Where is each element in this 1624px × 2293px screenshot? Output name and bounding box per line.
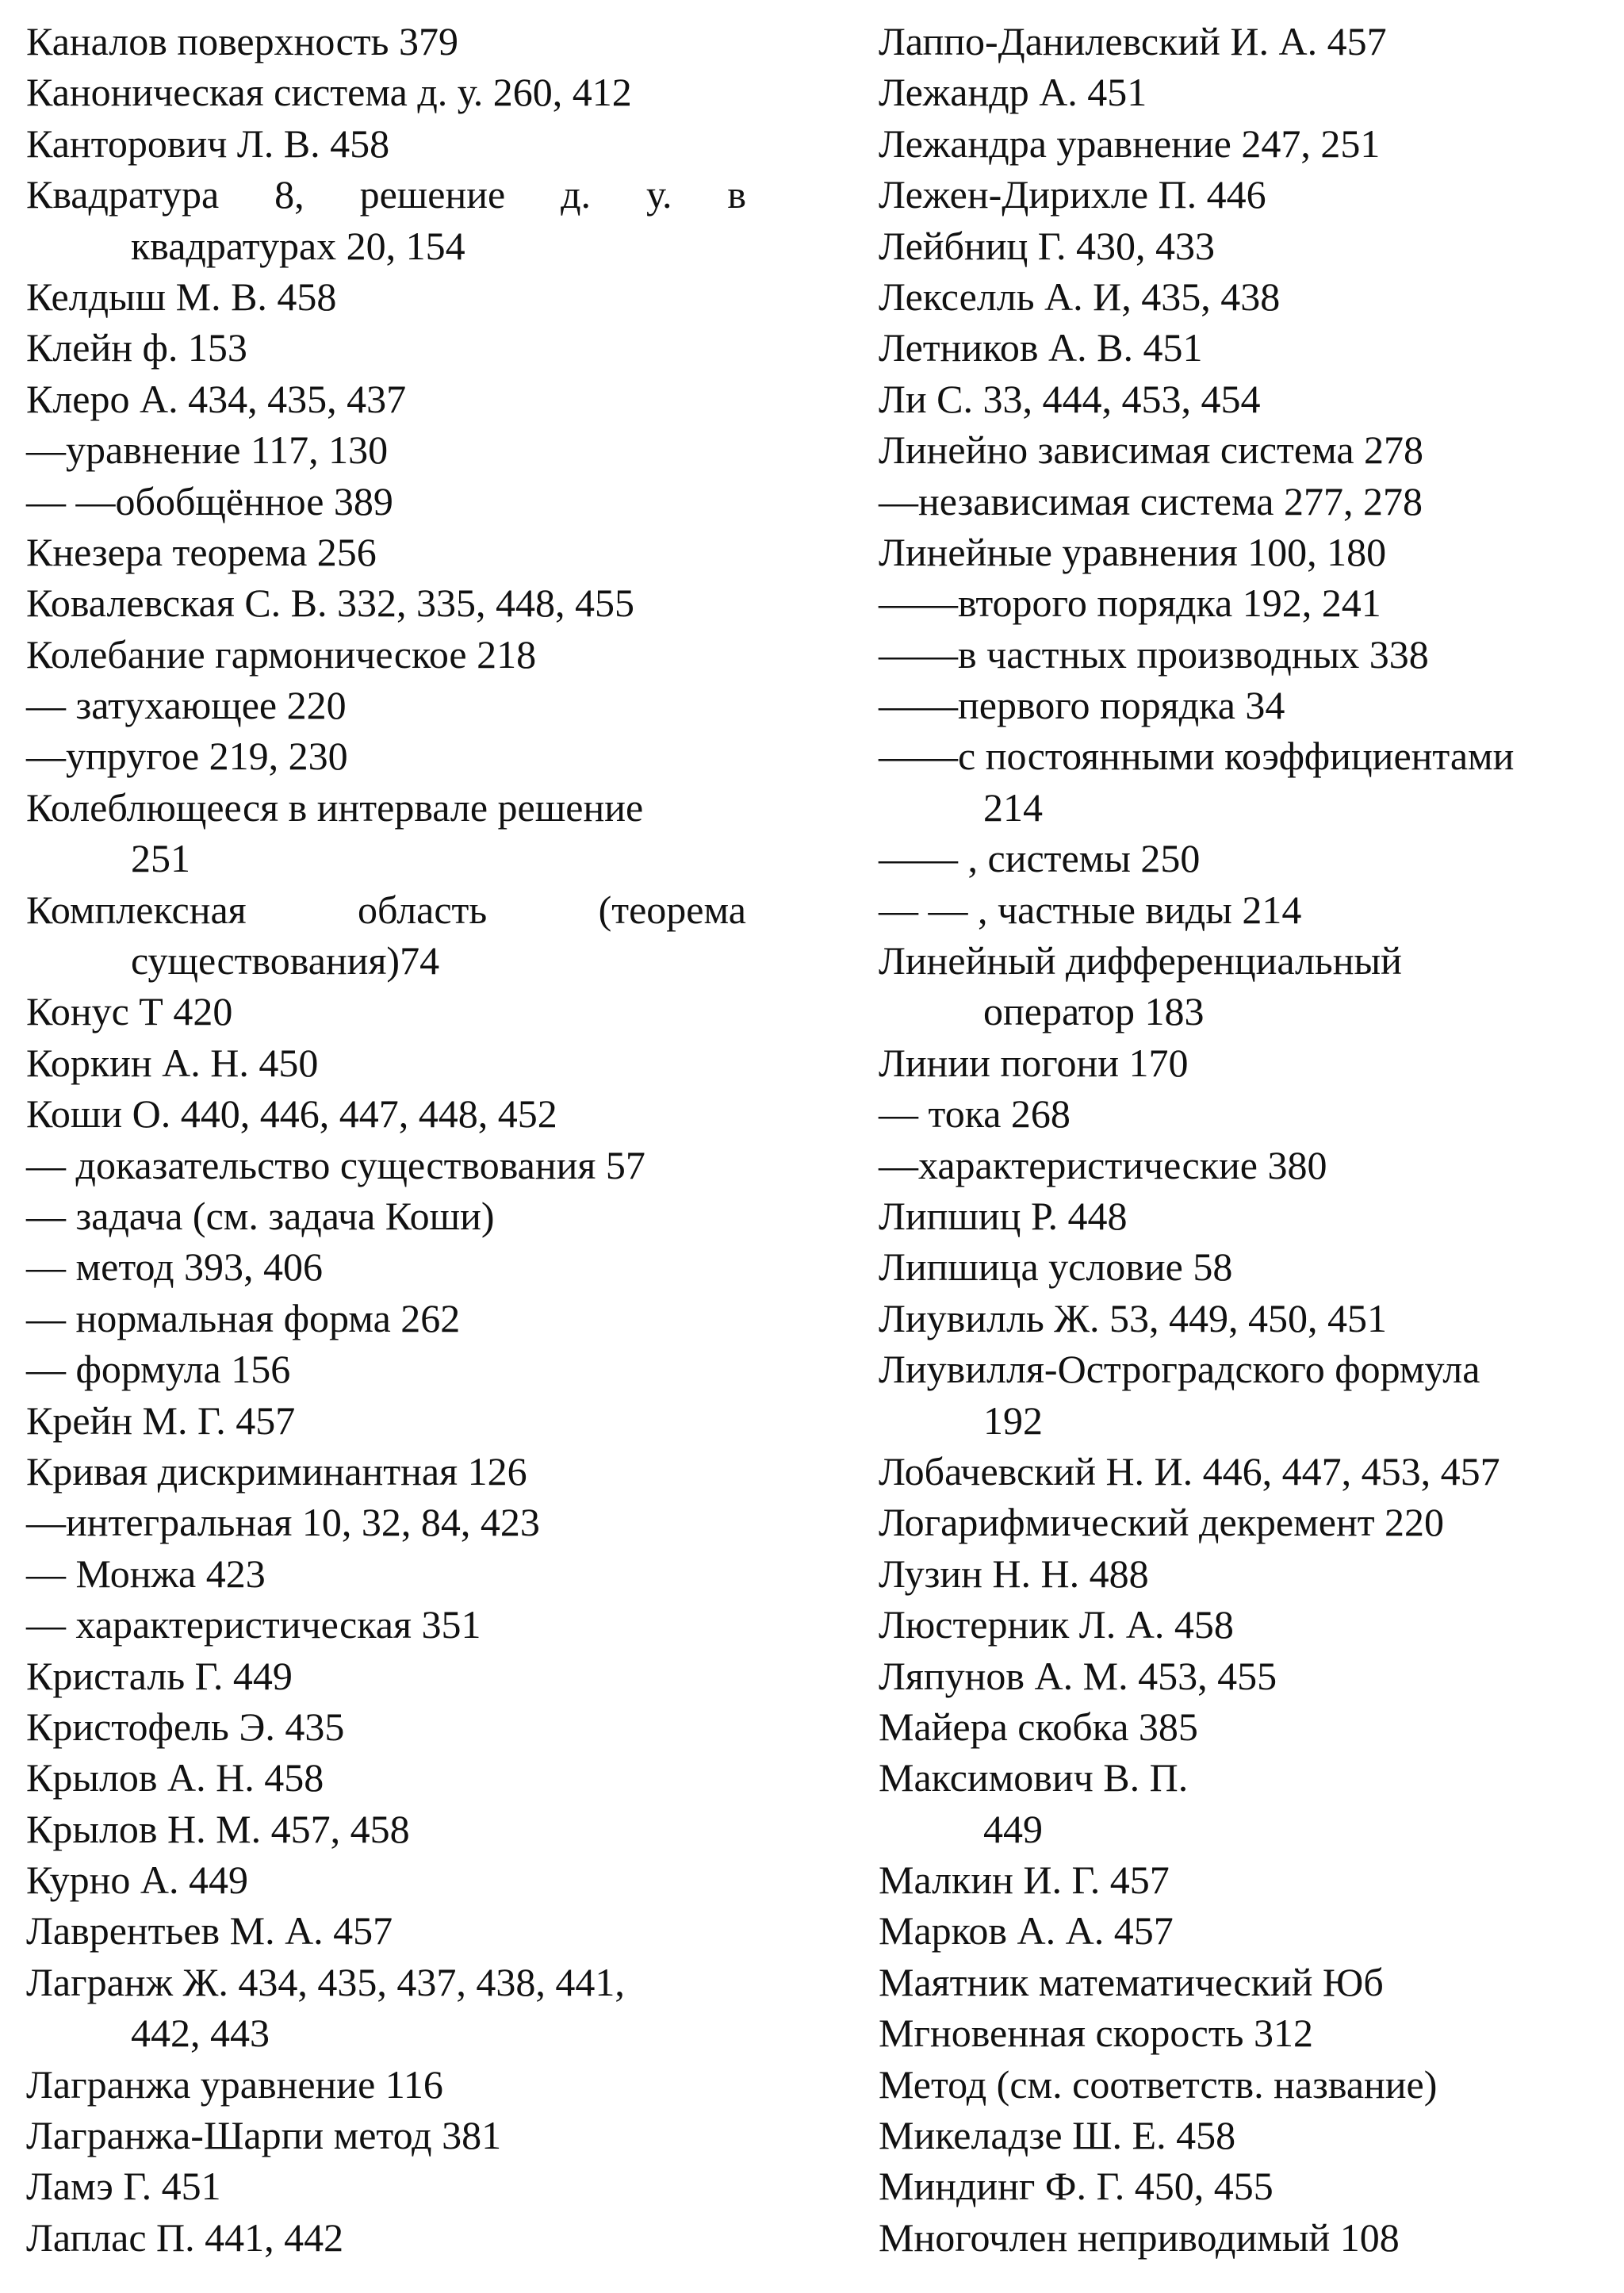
index-entry	[879, 1088, 1600, 1139]
index-entry	[26, 118, 746, 169]
index-entry	[879, 1344, 1600, 1446]
index-entry	[26, 577, 746, 628]
index-entry-text: Липшиц Р. 448	[879, 1193, 1128, 1238]
index-entry	[26, 322, 746, 373]
index-entry	[26, 374, 746, 424]
index-entry	[879, 424, 1600, 475]
index-entry-text: Клейн ф. 153	[26, 325, 247, 370]
index-entry-text: Конус Т 420	[26, 989, 233, 1034]
index-entry-text: Коркин А. Н. 450	[26, 1040, 319, 1085]
index-entry-text: Максимович В. П.	[879, 1755, 1189, 1800]
index-entry	[879, 1293, 1600, 1344]
index-entry	[26, 1395, 746, 1446]
index-entry	[879, 1241, 1600, 1292]
index-entry-text: Крылов А. Н. 458	[26, 1755, 324, 1800]
index-entry-text: ——первого порядка 34	[879, 683, 1285, 728]
index-entry-text: Липшица условие 58	[879, 1244, 1233, 1290]
index-entry-continuation: 251	[131, 836, 190, 881]
index-entry-text: —уравнение 117, 130	[26, 428, 389, 473]
index-entry	[26, 1957, 746, 2059]
index-column-left	[26, 16, 746, 2263]
index-entry	[26, 1701, 746, 1752]
index-entry	[879, 2059, 1600, 2110]
index-entry	[26, 1241, 746, 1292]
index-entry	[879, 1140, 1600, 1191]
index-entry-text: Логарифмический декремент 220	[879, 1500, 1445, 1545]
index-entry-text: Майера скобка 385	[879, 1704, 1198, 1749]
index-entry-text: Лузин Н. Н. 488	[879, 1551, 1149, 1596]
index-entry	[879, 680, 1600, 730]
index-entry	[879, 271, 1600, 322]
index-entry-text: — характеристическая 351	[26, 1602, 481, 1647]
index-entry-text: Марков А. А. 457	[879, 1908, 1174, 1954]
index-entry-text: Летников А. В. 451	[879, 325, 1203, 370]
index-entry-text: Лежен-Дирихле П. 446	[879, 172, 1266, 217]
index-entry	[26, 1344, 746, 1394]
index-entry-text: Ляпунов А. М. 453, 455	[879, 1653, 1277, 1698]
index-entry-text: Кнезера теорема 256	[26, 529, 377, 574]
index-entry	[879, 322, 1600, 373]
index-entry-text: Мгновенная скорость 312	[879, 2011, 1313, 2056]
index-entry	[879, 16, 1600, 67]
index-entry	[26, 1804, 746, 1854]
index-entry-text: — нормальная форма 262	[26, 1295, 461, 1340]
index-entry-text: Линейно зависимая система 278	[879, 428, 1424, 473]
index-entry-text: Миндинг Ф. Г. 450, 455	[879, 2164, 1274, 2209]
index-entry	[26, 986, 746, 1037]
index-entry	[879, 2161, 1600, 2211]
index-entry-text: Коши О. 440, 446, 447, 448, 452	[26, 1091, 557, 1137]
index-entry	[26, 1548, 746, 1599]
index-entry-text: Лежандра уравнение 247, 251	[879, 121, 1381, 166]
index-entry-text: Келдыш М. В. 458	[26, 274, 337, 319]
index-entry-text: Лекселль А. И, 435, 438	[879, 274, 1281, 319]
index-entry-text: —независимая система 277, 278	[879, 478, 1423, 523]
index-entry-text: Ламэ Г. 451	[26, 2164, 221, 2209]
index-entry-text: —— , системы 250	[879, 836, 1201, 881]
index-entry	[879, 374, 1600, 424]
index-entry-text: ——второго порядка 192, 241	[879, 581, 1381, 626]
index-entry	[26, 1752, 746, 1803]
index-entry-text: Многочлен неприводимый 108	[879, 2214, 1400, 2260]
index-entry	[26, 730, 746, 781]
index-entry-continuation: 192	[983, 1398, 1043, 1443]
index-entry-text: — метод 393, 406	[26, 1244, 324, 1290]
index-entry-continuation: квадратурах 20, 154	[131, 223, 465, 268]
index-entry-text: Лаврентьев М. А. 457	[26, 1908, 393, 1954]
index-entry	[879, 629, 1600, 680]
index-entry	[879, 118, 1600, 169]
index-entry-text: Лаппо-Данилевский И. А. 457	[879, 19, 1387, 63]
index-entry-text: Метод (см. соответств. название)	[879, 2061, 1438, 2107]
index-entry	[879, 577, 1600, 628]
index-entry	[879, 884, 1600, 935]
index-entry-text: Линейные уравнения 100, 180	[879, 529, 1387, 574]
index-entry	[26, 884, 746, 987]
index-entry	[26, 476, 746, 527]
index-entry-text: — тока 268	[879, 1091, 1071, 1137]
index-entry-text: Ковалевская С. В. 332, 335, 448, 455	[26, 581, 635, 626]
index-entry-text: Кристаль Г. 449	[26, 1653, 293, 1698]
index-entry-text: Лиувилля-Остроградского формула	[879, 1347, 1480, 1392]
index-entry	[26, 1651, 746, 1701]
index-entry-continuation: 442, 443	[131, 2011, 270, 2056]
index-entry-text: Маятник математический Юб	[879, 1959, 1384, 2004]
index-entry-text: Линии погони 170	[879, 1040, 1189, 1085]
index-entry	[879, 476, 1600, 527]
index-entry	[879, 1957, 1600, 2007]
index-entry	[26, 2212, 746, 2263]
index-entry	[879, 1905, 1600, 1956]
index-entry-text: Курно А. 449	[26, 1858, 248, 1903]
index-entry-text: Лиувилль Ж. 53, 449, 450, 451	[879, 1295, 1388, 1340]
index-entry	[26, 1191, 746, 1241]
index-entry	[879, 1037, 1600, 1088]
index-entry-continuation: оператор 183	[983, 989, 1205, 1034]
index-entry	[879, 67, 1600, 117]
index-entry-text: Лагранжа-Шарпи метод 381	[26, 2113, 502, 2158]
index-entry	[26, 169, 746, 271]
index-entry-text: Колеблющееся в интервале решение	[26, 784, 644, 830]
index-entry-text: Кристофель Э. 435	[26, 1704, 345, 1749]
index-entry	[26, 2110, 746, 2161]
index-entry-text: — Монжа 423	[26, 1551, 266, 1596]
index-entry	[26, 1905, 746, 1956]
index-entry-text: Каноническая система д. у. 260, 412	[26, 70, 632, 115]
index-entry-text: Люстерник Л. А. 458	[879, 1602, 1234, 1647]
index-entry-text: —интегральная 10, 32, 84, 423	[26, 1500, 540, 1545]
index-entry	[26, 680, 746, 730]
index-entry-text: Лагранжа уравнение 116	[26, 2061, 443, 2107]
index-entry	[26, 67, 746, 117]
index-entry	[879, 1548, 1600, 1599]
index-entry-text: Клеро А. 434, 435, 437	[26, 376, 407, 421]
index-entry	[879, 2212, 1600, 2263]
index-entry	[879, 1191, 1600, 1241]
index-entry-text: Линейный дифференциальный	[879, 938, 1402, 984]
index-entry	[26, 271, 746, 322]
index-entry	[879, 527, 1600, 577]
index-entry-text: Крейн М. Г. 457	[26, 1398, 296, 1443]
index-entry-text: — —обобщённое 389	[26, 478, 393, 523]
index-entry-text: Каналов поверхность 379	[26, 19, 458, 63]
index-entry	[26, 1599, 746, 1650]
index-entry	[26, 782, 746, 884]
index-entry	[26, 2059, 746, 2110]
index-entry	[26, 1037, 746, 1088]
index-entry-text: — доказательство существования 57	[26, 1142, 645, 1187]
index-entry	[26, 1293, 746, 1344]
index-entry-text: — формула 156	[26, 1347, 291, 1392]
index-entry-text: Ли С. 33, 444, 453, 454	[879, 376, 1261, 421]
index-entry	[879, 935, 1600, 1037]
index-entry	[879, 1599, 1600, 1650]
index-entry	[879, 2007, 1600, 2058]
index-entry-continuation: 214	[983, 784, 1043, 830]
index-entry-text: — — , частные виды 214	[879, 887, 1302, 932]
index-entry	[879, 1497, 1600, 1547]
index-entry-text: Микеладзе Ш. Е. 458	[879, 2113, 1236, 2158]
index-entry	[879, 1701, 1600, 1752]
index-entry-text: Лобачевский Н. И. 446, 447, 453, 457	[879, 1448, 1500, 1494]
index-entry-text: Лейбниц Г. 430, 433	[879, 223, 1215, 268]
index-entry	[879, 833, 1600, 884]
index-entry	[26, 2161, 746, 2211]
index-entry	[26, 1854, 746, 1905]
index-entry-text: Малкин И. Г. 457	[879, 1858, 1170, 1903]
index-entry-text: Комплексная область (теорема	[26, 887, 746, 932]
index-entry	[879, 1446, 1600, 1497]
index-entry	[879, 1854, 1600, 1905]
index-entry	[879, 220, 1600, 271]
index-entry-text: Квадратура 8, решение д. у. в	[26, 172, 746, 217]
index-entry	[26, 16, 746, 67]
index-entry-text: —характеристические 380	[879, 1142, 1327, 1187]
index-entry-text: ——с постоянными коэффициентами	[879, 734, 1515, 779]
index-entry	[26, 629, 746, 680]
index-entry-text: Кривая дискриминантная 126	[26, 1448, 527, 1494]
index-entry	[879, 2110, 1600, 2161]
index-entry-text: Лаплас П. 441, 442	[26, 2214, 344, 2260]
index-column-right	[879, 16, 1600, 2263]
index-entry-text: Лагранж Ж. 434, 435, 437, 438, 441,	[26, 1959, 625, 2004]
index-entry	[879, 1651, 1600, 1701]
index-entry	[879, 730, 1600, 833]
index-entry-text: — задача (см. задача Коши)	[26, 1193, 495, 1238]
index-entry	[879, 1752, 1600, 1854]
index-entry-text: Крылов Н. М. 457, 458	[26, 1806, 410, 1851]
index-entry-text: Колебание гармоническое 218	[26, 631, 537, 677]
index-entry	[879, 169, 1600, 220]
index-entry	[26, 527, 746, 577]
index-entry-text: Канторович Л. В. 458	[26, 121, 390, 166]
index-entry-text: Лежандр А. 451	[879, 70, 1147, 115]
index-entry	[26, 1140, 746, 1191]
index-entry	[26, 424, 746, 475]
index-entry-text: ——в частных производных 338	[879, 631, 1429, 677]
index-entry	[26, 1497, 746, 1547]
index-entry	[26, 1088, 746, 1139]
index-entry-continuation: 449	[983, 1806, 1043, 1851]
index-entry-text: — затухающее 220	[26, 683, 347, 728]
index-entry-text: —упругое 219, 230	[26, 734, 348, 779]
index-entry-continuation: существования)74	[131, 938, 440, 984]
index-entry	[26, 1446, 746, 1497]
